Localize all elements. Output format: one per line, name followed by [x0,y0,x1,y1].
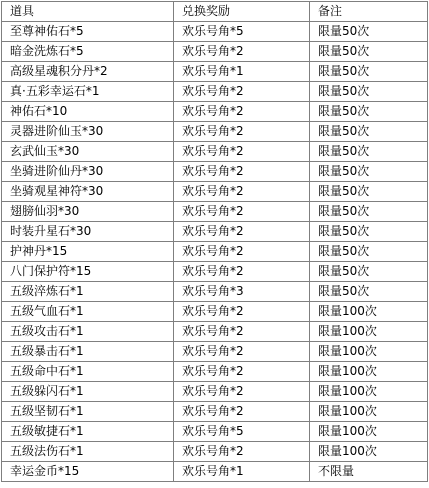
table-row [2,342,428,362]
cell-note: 限量50次 [310,122,428,142]
cell-item: 暗金洗炼石*5 [2,42,174,62]
table-row [2,202,428,222]
cell-note: 限量100次 [310,342,428,362]
exchange-table [1,1,428,482]
cell-note: 限量50次 [310,242,428,262]
table-row [2,382,428,402]
cell-note: 限量100次 [310,362,428,382]
cell-note: 不限量 [310,462,428,482]
cell-reward: 欢乐号角*2 [174,362,310,382]
cell-note: 限量50次 [310,102,428,122]
cell-note: 限量50次 [310,162,428,182]
cell-item: 五级躲闪石*1 [2,382,174,402]
table-row [2,142,428,162]
cell-item: 时装升星石*30 [2,222,174,242]
table-row [2,282,428,302]
cell-item: 神佑石*10 [2,102,174,122]
header-item: 道具 [2,2,174,22]
cell-reward: 欢乐号角*5 [174,22,310,42]
cell-note: 限量50次 [310,202,428,222]
table-row [2,122,428,142]
cell-note: 限量100次 [310,302,428,322]
cell-item: 五级法伤石*1 [2,442,174,462]
cell-reward: 欢乐号角*1 [174,462,310,482]
table-row [2,422,428,442]
header-note: 备注 [310,2,428,22]
table-row [2,242,428,262]
cell-item: 幸运金币*15 [2,462,174,482]
cell-item: 真·五彩幸运石*1 [2,82,174,102]
cell-item: 玄武仙玉*30 [2,142,174,162]
cell-reward: 欢乐号角*2 [174,262,310,282]
cell-note: 限量50次 [310,42,428,62]
cell-item: 五级敏捷石*1 [2,422,174,442]
exchange-table-container [1,1,428,482]
table-row [2,82,428,102]
cell-item: 五级气血石*1 [2,302,174,322]
cell-note: 限量100次 [310,442,428,462]
cell-note: 限量50次 [310,82,428,102]
cell-item: 五级攻击石*1 [2,322,174,342]
cell-note: 限量50次 [310,182,428,202]
table-row [2,262,428,282]
table-row [2,42,428,62]
cell-reward: 欢乐号角*2 [174,182,310,202]
cell-reward: 欢乐号角*3 [174,282,310,302]
table-row [2,162,428,182]
cell-item: 八门保护符*15 [2,262,174,282]
cell-item: 坐骑进阶仙丹*30 [2,162,174,182]
cell-note: 限量100次 [310,382,428,402]
cell-reward: 欢乐号角*2 [174,302,310,322]
table-row [2,302,428,322]
header-row [2,2,428,22]
cell-item: 坐骑观星神符*30 [2,182,174,202]
table-row [2,22,428,42]
table-row [2,62,428,82]
cell-note: 限量100次 [310,322,428,342]
table-row [2,182,428,202]
table-row [2,362,428,382]
cell-item: 高级星魂积分丹*2 [2,62,174,82]
cell-reward: 欢乐号角*2 [174,242,310,262]
cell-note: 限量50次 [310,282,428,302]
cell-reward: 欢乐号角*2 [174,442,310,462]
cell-note: 限量50次 [310,22,428,42]
cell-reward: 欢乐号角*2 [174,342,310,362]
table-row [2,402,428,422]
cell-reward: 欢乐号角*2 [174,382,310,402]
cell-reward: 欢乐号角*2 [174,122,310,142]
cell-note: 限量100次 [310,422,428,442]
cell-item: 五级坚韧石*1 [2,402,174,422]
cell-note: 限量50次 [310,262,428,282]
cell-reward: 欢乐号角*2 [174,42,310,62]
table-row [2,222,428,242]
cell-item: 灵器进阶仙玉*30 [2,122,174,142]
header-reward: 兑换奖励 [174,2,310,22]
cell-reward: 欢乐号角*2 [174,142,310,162]
cell-reward: 欢乐号角*2 [174,162,310,182]
cell-item: 五级暴击石*1 [2,342,174,362]
table-row [2,102,428,122]
cell-item: 护神丹*15 [2,242,174,262]
table-header [2,2,428,22]
cell-reward: 欢乐号角*2 [174,222,310,242]
table-row [2,442,428,462]
cell-item: 五级命中石*1 [2,362,174,382]
cell-reward: 欢乐号角*2 [174,402,310,422]
cell-reward: 欢乐号角*2 [174,202,310,222]
cell-reward: 欢乐号角*2 [174,102,310,122]
table-row [2,322,428,342]
cell-item: 翅膀仙羽*30 [2,202,174,222]
cell-note: 限量50次 [310,62,428,82]
cell-note: 限量50次 [310,222,428,242]
cell-item: 五级淬炼石*1 [2,282,174,302]
cell-item: 至尊神佑石*5 [2,22,174,42]
cell-reward: 欢乐号角*1 [174,62,310,82]
cell-reward: 欢乐号角*2 [174,322,310,342]
cell-reward: 欢乐号角*5 [174,422,310,442]
cell-note: 限量100次 [310,402,428,422]
table-row [2,462,428,482]
cell-reward: 欢乐号角*2 [174,82,310,102]
table-body [2,22,428,482]
cell-note: 限量50次 [310,142,428,162]
